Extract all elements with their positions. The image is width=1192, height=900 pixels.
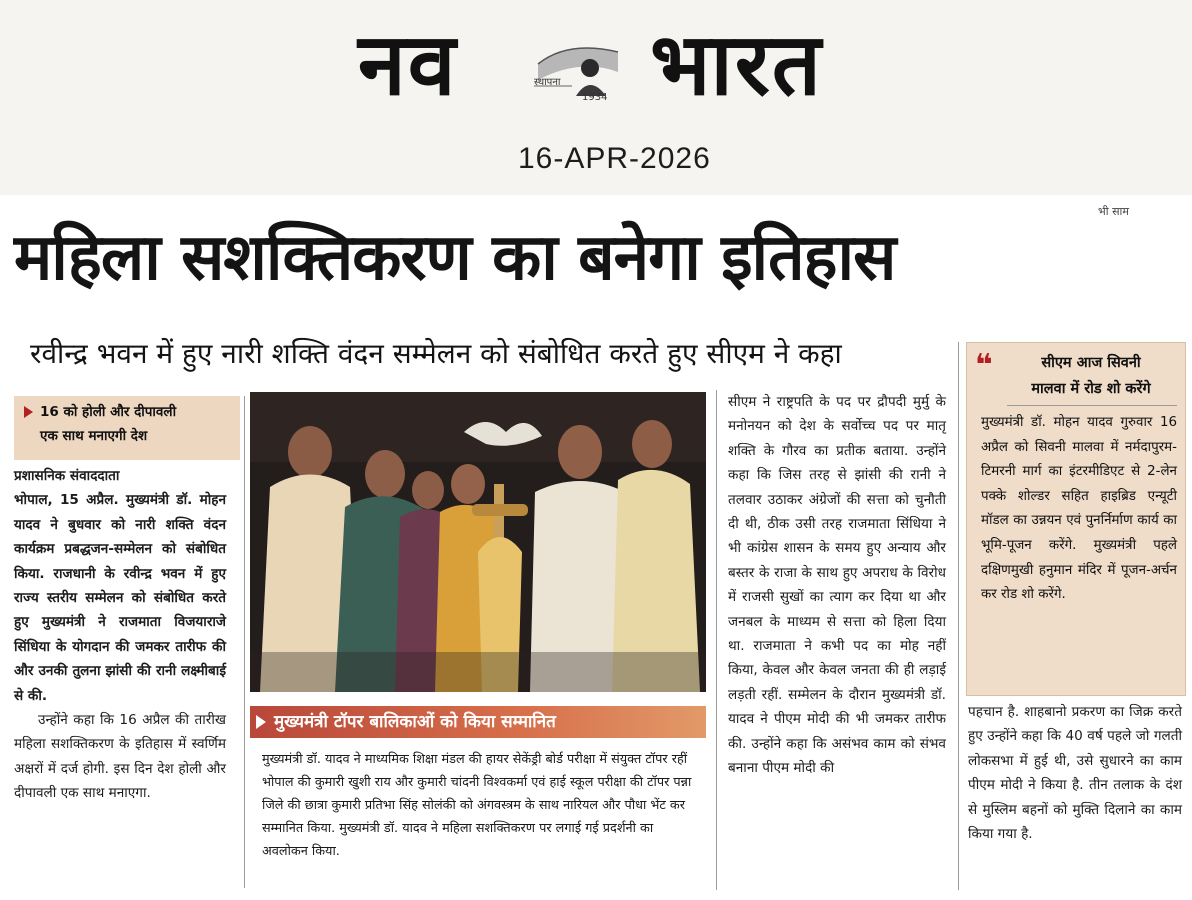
founder-portrait-flag-logo-icon [528, 34, 628, 104]
caption-band [250, 706, 706, 738]
sidebar-body: मुख्यमंत्री डॉ. मोहन यादव गुरुवार 16 अप्रैल को सिवनी मालवा में नर्मदापुरम-टिमरनी मार्ग का इंटरमीडिएट से 2-लेन पक्के शोल्डर सहित हाइब्रिड एन्यूटी मॉडल का उन्नयन एवं पुनर्निर्माण कार्य का भूमि-पूजन करेंगे. मुख्यमंत्री पहले दक्षिणमुखी हनुमान मंदिर में पूजन-अर्चन कर रोड शो करेंगे. [981, 415, 1177, 603]
masthead-name-right: भारत [650, 15, 823, 115]
sidebar-divider [1007, 405, 1177, 406]
subheadline: रवीन्द्र भवन में हुए नारी शक्ति वंदन सम्मेलन को संबोधित करते हुए सीएम ने कहा [30, 337, 842, 370]
column-rule-1 [244, 396, 245, 888]
column-1 [14, 464, 226, 806]
kicker-line-2: एक साथ मनाएगी देश [40, 428, 148, 444]
sidebar-box [966, 342, 1186, 696]
sidebar-title-2: मालवा में रोड शो करेंगे [1031, 381, 1151, 397]
headline: महिला सशक्तिकरण का बनेगा इतिहास [14, 221, 896, 295]
byline: प्रशासनिक संवाददाता [14, 468, 120, 484]
sidebar-title-1: सीएम आज सिवनी [1041, 355, 1141, 371]
corner-note: भी साम [1098, 205, 1129, 218]
logo-caption: स्थापना [534, 77, 561, 88]
kicker-line-1: 16 को होली और दीपावली [40, 404, 177, 420]
caption-arrow-icon [256, 715, 266, 729]
photo-illustration-icon [250, 392, 706, 692]
caption-body: मुख्यमंत्री डॉ. यादव ने माध्यमिक शिक्षा मंडल की हायर सेकेंड्री बोर्ड परीक्षा में संयुक्त टॉपर रहीं भोपाल की कुमारी खुशी राय और कुमारी चांदनी विश्वकर्मा एवं हाई स्कूल परीक्षा की टॉपर पन्ना जिले की छात्रा कुमारी प्रतिभा सिंह सोलंकी को अंगवस्त्रम के साथ नारियल और पौधा भेंट कर सम्मानित किया. मुख्यमंत्री डॉ. यादव ने महिला सशक्तिकरण पर लगाई गई प्रदर्शनी का अवलोकन किया. [262, 752, 692, 859]
quote-mark-icon: ❝ [975, 348, 993, 383]
masthead-name-left: नव [358, 15, 458, 115]
column-3: सीएम ने राष्ट्रपति के पद पर द्रौपदी मुर्मु के मनोनयन को देश के सर्वोच्च पद पर मातृ शक्ति के गौरव का प्रतीक बताया. उन्होंने कहा कि जिस तरह से झांसी की रानी ने तलवार उठाकर अंग्रेजों की सत्ता को चुनौती दी थी, ठीक उसी तरह राजमाता सिंधिया ने भी कांग्रेस शासन के समय हुए अन्याय और बस्तर के राजा के साथ हुए अपराध के विरोध में राजसी सुखों का त्याग कर दिया था और जनबल के माध्यम से सत्ता को हिला दिया था. राजमाता ने कभी पद का मोह नहीं किया, केवल और केवल जनता की ही लड़ाई लड़ती रहीं. सम्मेलन के दौरान मुख्यमंत्री डॉ. यादव ने पीएम मोदी की भी जमकर तारीफ की. उन्होंने कहा कि असंभव काम को संभव बनाना पीएम मोदी की [728, 394, 946, 777]
kicker-bullet-icon [24, 406, 33, 418]
caption-title: मुख्यमंत्री टॉपर बालिकाओं को किया सम्मानित [274, 712, 556, 732]
logo-year: 1934 [582, 92, 608, 103]
lamp-lighting-ceremony-photo [250, 392, 706, 692]
column-4: पहचान है. शाहबानो प्रकरण का जिक्र करते हुए उन्होंने कहा कि 40 वर्ष पहले जो गलती लोकसभा में हुई थी, उसे सुधारने का काम पीएम मोदी ने किया है. तीन तलाक के दंश से मुस्लिम बहनों को मुक्ति दिलाने का काम किया गया है. [968, 704, 1182, 843]
edition-date: 16-APR-2026 [518, 142, 711, 175]
masthead-logo [528, 34, 628, 104]
column-rule-3 [958, 342, 959, 890]
body-paragraph: उन्होंने कहा कि 16 अप्रैल की तारीख महिला सशक्तिकरण के इतिहास में स्वर्णिम अक्षरों में दर्ज होगी. इस दिन देश होली और दीपावली एक साथ मनाएगा. [14, 712, 226, 802]
kicker-box [14, 396, 240, 460]
column-rule-2 [716, 390, 717, 890]
lead-paragraph: भोपाल, 15 अप्रैल. मुख्यमंत्री डॉ. मोहन यादव ने बुधवार को नारी शक्ति वंदन कार्यक्रम प्रबद्धजन-सम्मेलन को संबोधित किया. राजधानी के रवीन्द्र भवन में हुए राज्य स्तरीय सम्मेलन को संबोधित करते हुए मुख्यमंत्री ने राजमाता विजयाराजे सिंधिया के योगदान की जमकर तारीफ की और उनकी तुलना झांसी की रानी लक्ष्मीबाई से की. [14, 492, 226, 704]
